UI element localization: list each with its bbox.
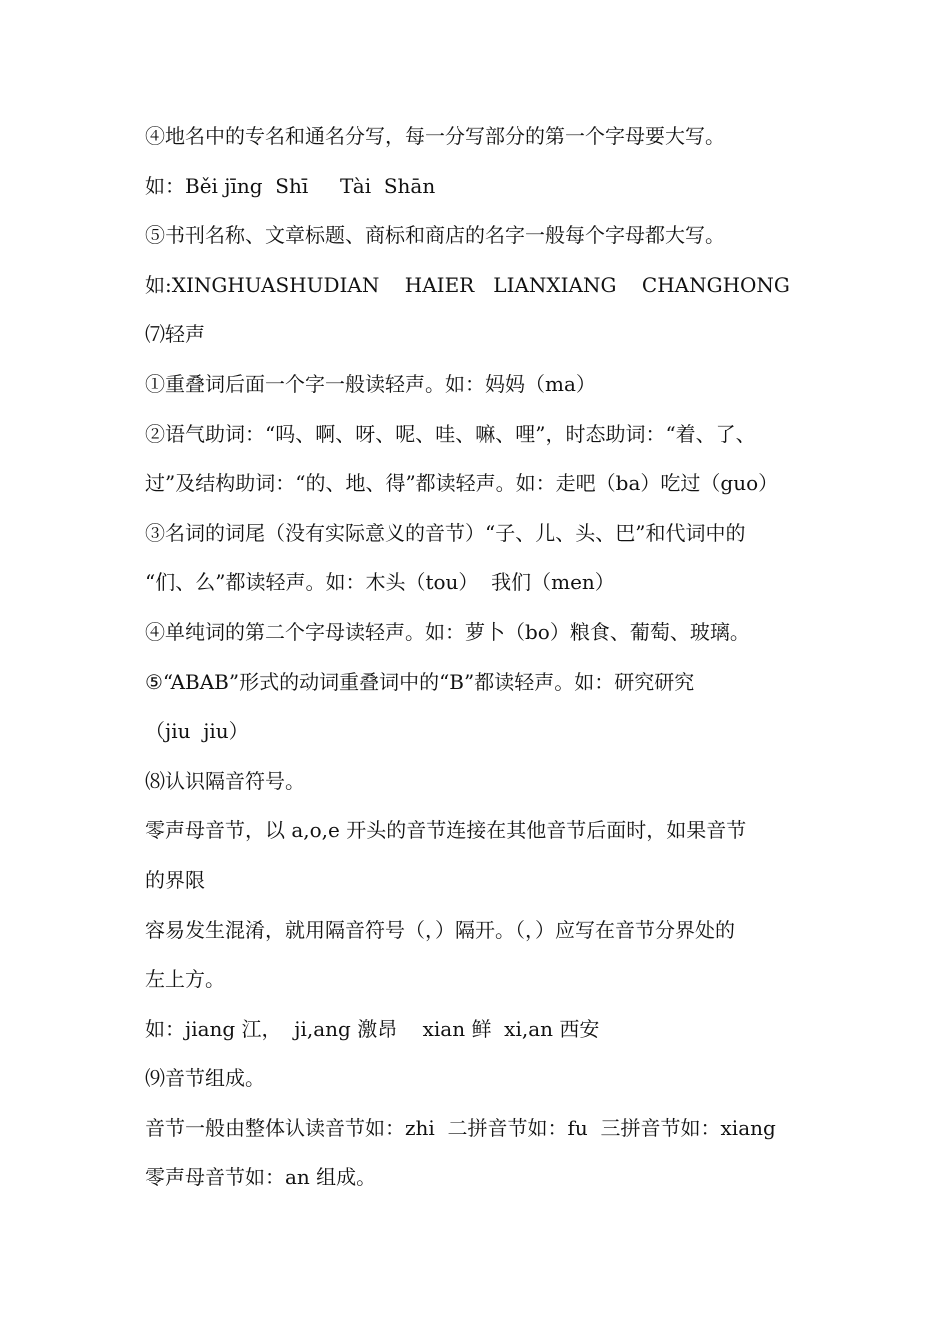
text-line: 如：Běi jīng Shī Tài Shān [145, 173, 436, 198]
text-line: 过”及结构助词：“的、地、得”都读轻声。如：走吧（ba）吃过（guo） [145, 471, 779, 496]
text-line: 左上方。 [145, 967, 225, 992]
text-line: （jiu jiu） [145, 719, 249, 744]
text-line: ①重叠词后面一个字一般读轻声。如：妈妈（ma） [145, 371, 596, 396]
text-line: 如:XINGHUASHUDIAN HAIER LIANXIANG CHANGHONG [145, 272, 790, 297]
text-line: “们、么”都读轻声。如：木头（tou） 我们（men） [145, 570, 615, 595]
section-heading: ⑺轻声 [145, 322, 205, 347]
section-heading: ⑻认识隔音符号。 [145, 768, 305, 793]
text-line: 音节一般由整体认读音节如：zhi 二拼音节如：fu 三拼音节如：xiang [145, 1115, 776, 1140]
text-line: 的界限 [145, 867, 205, 892]
text-line: ④单纯词的第二个字母读轻声。如：萝卜（bo）粮食、葡萄、玻璃。 [145, 619, 750, 644]
document-body [145, 112, 810, 1203]
text-line: ⑤“ABAB”形式的动词重叠词中的“B”都读轻声。如：研究研究 [145, 669, 695, 694]
text-line: 容易发生混淆，就用隔音符号（，）隔开。（，）应写在音节分界处的 [145, 917, 735, 942]
text-line: 如：jiang 江， ji,ang 激昂 xian 鲜 xi,an 西安 [145, 1016, 600, 1041]
text-line: ⑤书刊名称、文章标题、商标和商店的名字一般每个字母都大写。 [145, 223, 725, 248]
text-line: ④地名中的专名和通名分写，每一分写部分的第一个字母要大写。 [145, 124, 725, 148]
text-line: 零声母音节，以 a,o,e 开头的音节连接在其他音节后面时，如果音节 [145, 818, 747, 843]
text-line: 零声母音节如：an 组成。 [145, 1165, 377, 1190]
text-line: ③名词的词尾（没有实际意义的音节）“子、儿、头、巴”和代词中的 [145, 520, 746, 545]
section-heading: ⑼音节组成。 [145, 1066, 265, 1091]
text-line: ②语气助词：“吗、啊、呀、呢、哇、嘛、哩”，时态助词：“着、了、 [145, 421, 756, 446]
